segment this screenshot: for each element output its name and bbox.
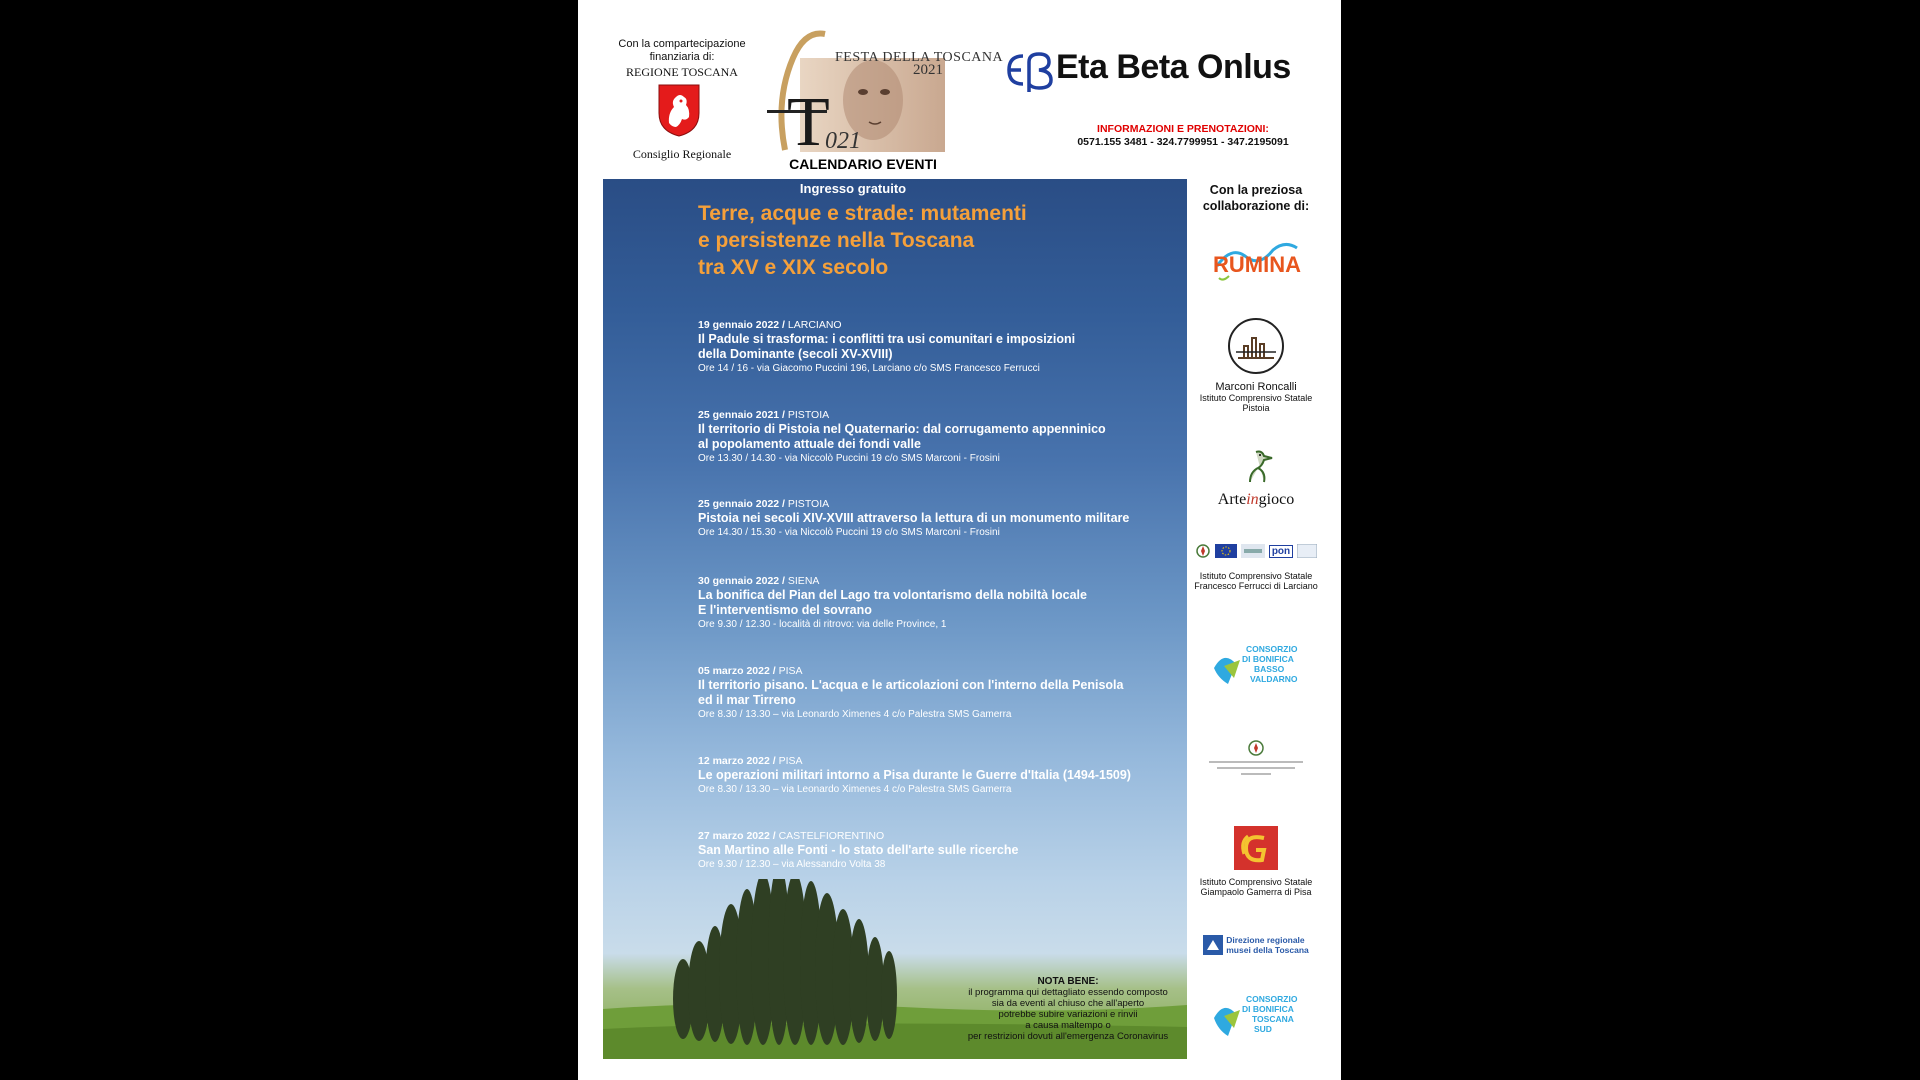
consorzio-line: VALDARNO — [1250, 674, 1298, 684]
rumina-logo-icon — [1211, 236, 1301, 284]
event-place: PISA — [778, 755, 803, 767]
event-title: della Dominante (secoli XV-XVIII) — [698, 347, 893, 361]
consorzio-line: BASSO — [1254, 664, 1285, 674]
arteingioco-word: in — [1246, 491, 1259, 508]
ingresso-gratuito-label: Ingresso gratuito — [799, 181, 907, 196]
eta-beta-onlus-name: Eta Beta Onlus — [1056, 48, 1291, 86]
info-phone-numbers: 0571.155 3481 - 324.7799951 - 347.2195091 — [1077, 136, 1289, 148]
event-item — [698, 755, 1178, 796]
musei-text — [1226, 935, 1309, 955]
event-item — [698, 409, 1178, 465]
event-item — [698, 575, 1178, 631]
event-place: PISTOIA — [787, 409, 830, 421]
sponsor-caption: Pistoia — [1242, 403, 1270, 413]
regione-toscana-crest-icon — [656, 83, 702, 138]
gamerra-logo-icon — [1234, 826, 1278, 870]
event-details: Ore 9.30 / 12.30 - località di ritrovo: via delle Province, 1 — [698, 619, 947, 630]
poster-page — [578, 0, 1341, 1080]
event-details: Ore 8.30 / 13.30 – via Leonardo Ximenes 4 c/o Palestra SMS Gamerra — [698, 784, 1012, 795]
event-title: Il territorio di Pistoia nel Quaternario: dal corrugamento appenninico — [698, 422, 1106, 436]
title-line: tra XV e XIX secolo — [698, 256, 889, 279]
arteingioco-word: Arte — [1217, 491, 1247, 508]
calendario-eventi-heading: CALENDARIO EVENTI — [789, 156, 937, 172]
sponsor-consorzio-toscana-sud — [1181, 990, 1331, 1055]
arteingioco-word: gioco — [1258, 491, 1295, 508]
event-date: 19 gennaio 2022 / — [698, 319, 785, 331]
event-title: Le operazioni militari intorno a Pisa durante le Guerre d'Italia (1494-1509) — [698, 768, 1131, 782]
eu-flag-icon — [1215, 544, 1237, 558]
event-title: E l'interventismo del sovrano — [698, 603, 872, 617]
marconi-roncalli-logo-icon — [1226, 316, 1286, 376]
sponsor-caption: Istituto Comprensivo Statale — [1199, 877, 1313, 887]
event-place: SIENA — [787, 575, 820, 587]
event-date: 25 gennaio 2022 / — [698, 498, 785, 510]
consorzio-line: DI BONIFICA — [1242, 654, 1294, 664]
heron-bird-icon — [1236, 448, 1276, 486]
pon-label: pon — [1269, 545, 1293, 558]
event-date: 25 gennaio 2021 / — [698, 409, 785, 421]
event-date: 12 marzo 2022 / — [698, 755, 776, 767]
svg-text:021: 021 — [825, 128, 861, 152]
event-item — [698, 498, 1178, 539]
event-place: PISA — [778, 665, 803, 677]
festa-della-toscana-logo — [745, 30, 945, 152]
event-title: Il Padule si trasforma: i conflitti tra usi comunitari e imposizioni — [698, 332, 1076, 346]
event-title: San Martino alle Fonti - lo stato dell'arte sulle ricerche — [698, 843, 1019, 857]
consorzio-basso-valdarno-logo — [1206, 638, 1306, 698]
event-item — [698, 830, 1178, 871]
event-item — [698, 319, 1178, 375]
musei-logo-icon — [1203, 935, 1223, 955]
sponsor-rumina — [1181, 236, 1331, 286]
event-date: 05 marzo 2022 / — [698, 665, 776, 677]
nota-bene-line: per restrizioni dovuti all'emergenza Coronavirus — [967, 1031, 1169, 1042]
event-place: CASTELFIORENTINO — [778, 830, 885, 842]
collaboration-heading-line: Con la preziosa — [1209, 183, 1303, 197]
event-details: Ore 8.30 / 13.30 – via Leonardo Ximenes 4 c/o Palestra SMS Gamerra — [698, 709, 1012, 720]
collaboration-heading-line: collaborazione di: — [1202, 199, 1310, 213]
event-date: 27 marzo 2022 / — [698, 830, 776, 842]
musei-line: Direzione regionale — [1226, 935, 1305, 945]
event-poster — [603, 179, 1187, 1059]
sponsor-ferrucci-larciano — [1181, 543, 1331, 591]
musei-line: musei della Toscana — [1226, 945, 1309, 955]
rumina-text: RUMINA — [1213, 252, 1301, 277]
event-title: Pistoia nei secoli XIV-XVIII attraverso la lettura di un monumento militare — [698, 511, 1130, 525]
sponsor-caption: Giampaolo Gamerra di Pisa — [1200, 887, 1312, 897]
nota-bene-line: a causa maltempo o — [1025, 1020, 1111, 1031]
sponsor-gamerra-pisa — [1181, 826, 1331, 897]
consorzio-line: TOSCANA — [1252, 1014, 1294, 1024]
ufficio-scolastico-regionale-logo — [1201, 738, 1311, 778]
event-date: 30 gennaio 2022 / — [698, 575, 785, 587]
info-prenotazioni-title: INFORMAZIONI E PRENOTAZIONI: — [1097, 123, 1269, 135]
event-title: Il territorio pisano. L'acqua e le articolazioni con l'interno della Penisola — [698, 678, 1124, 692]
collaboration-heading — [1186, 182, 1326, 214]
sponsor-arteingioco — [1181, 448, 1331, 509]
cofinanziamento-label: Con la compartecipazione finanziaria di: — [618, 38, 746, 63]
event-title: ed il mar Tirreno — [698, 693, 796, 707]
nota-bene-line: sia da eventi al chiuso che all'aperto — [991, 998, 1145, 1009]
sponsor-ufficio-scolastico-regionale — [1181, 738, 1331, 783]
regione-toscana-label: REGIONE TOSCANA — [626, 65, 738, 79]
marconi-roncalli-name: Marconi Roncalli — [1215, 381, 1297, 393]
event-details: Ore 14 / 16 - via Giacomo Puccini 196, Larciano c/o SMS Francesco Ferrucci — [698, 363, 1040, 374]
event-details: Ore 14.30 / 15.30 - via Niccolò Puccini 19 c/o SMS Marconi - Frosini — [698, 527, 1000, 538]
poster-main-title — [698, 200, 1158, 281]
festa-della-toscana-label: FESTA DELLA TOSCANA — [835, 50, 1004, 65]
sponsor-marconi-roncalli — [1181, 316, 1331, 413]
nota-bene-title: NOTA BENE: — [1037, 976, 1099, 987]
svg-text:T: T — [787, 84, 830, 152]
title-line: e persistenze nella Toscana — [698, 229, 975, 252]
consiglio-regionale-label: Consiglio Regionale — [632, 147, 732, 161]
consorzio-toscana-sud-logo — [1206, 990, 1306, 1050]
consorzio-line: DI BONIFICA — [1242, 1004, 1294, 1014]
pon-secondary-icon — [1297, 544, 1317, 558]
sponsor-caption: Istituto Comprensivo Statale — [1199, 393, 1313, 403]
nota-bene-line: potrebbe subire variazioni e rinvii — [998, 1009, 1138, 1020]
sponsor-consorzio-basso-valdarno — [1181, 638, 1331, 703]
event-details: Ore 9.30 / 12.30 – via Alessandro Volta 38 — [698, 859, 886, 870]
eta-beta-logo-icon — [1001, 48, 1059, 94]
event-title: La bonifica del Pian del Lago tra volontarismo della nobiltà locale — [698, 588, 1087, 602]
sponsor-musei-toscana — [1181, 935, 1331, 955]
event-place: LARCIANO — [787, 319, 842, 331]
event-item — [698, 665, 1178, 721]
sponsor-caption: Istituto Comprensivo Statale — [1199, 571, 1313, 581]
event-details: Ore 13.30 / 14.30 - via Niccolò Puccini 19 c/o SMS Marconi - Frosini — [698, 453, 1000, 464]
sponsor-caption: Francesco Ferrucci di Larciano — [1194, 581, 1318, 591]
title-line: Terre, acque e strade: mutamenti — [698, 202, 1027, 225]
italian-republic-emblem-icon — [1195, 543, 1211, 559]
festa-year-label: 2021 — [913, 62, 943, 78]
event-place: PISTOIA — [787, 498, 830, 510]
event-title: al popolamento attuale dei fondi valle — [698, 437, 921, 451]
consorzio-line: CONSORZIO — [1246, 644, 1298, 654]
nota-bene-box — [958, 976, 1178, 1042]
nota-bene-line: il programma qui dettagliato essendo composto — [968, 987, 1168, 998]
pon-logo-strip — [1181, 543, 1331, 559]
consorzio-line: SUD — [1254, 1024, 1272, 1034]
arteingioco-wordmark — [1181, 491, 1331, 509]
ministero-logo-icon — [1241, 544, 1265, 558]
consorzio-line: CONSORZIO — [1246, 994, 1298, 1004]
